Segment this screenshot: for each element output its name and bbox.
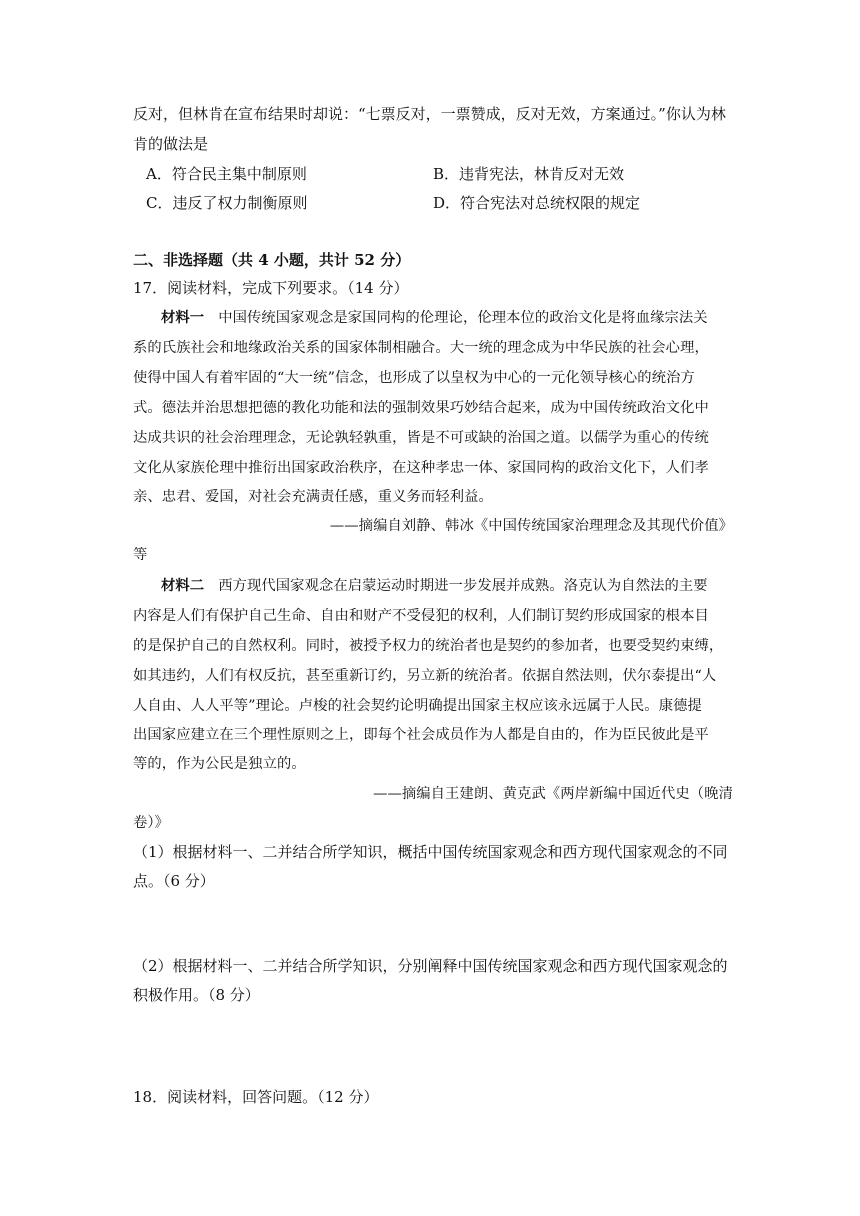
material1-line-4: 式。德法并治思想把德的教化功能和法的强制效果巧妙结合起来，成为中国传统政治文化中 [133, 400, 709, 416]
material2-source-line-1: ——摘编自王建朗、黄克武《两岸新编中国近代史（晚清 [373, 786, 733, 802]
q17-title: 17．阅读材料，完成下列要求。（14 分） [133, 279, 409, 297]
material1-line-1 [133, 308, 733, 328]
q17-sub2-line-1: （2）根据材料一、二并结合所学知识，分别阐释中国传统国家观念和西方现代国家观念的 [133, 957, 728, 975]
material2-line-6: 出国家应建立在三个理性原则之上，即每个社会成员作为人都是自由的，作为臣民彼此是平 [133, 727, 709, 743]
q17-sub2-line-2: 积极作用。（8 分） [133, 986, 260, 1004]
q16-option-b: B．违背宪法，林肯反对无效 [433, 165, 625, 183]
material2-line-5: 人自由、人人平等”理论。卢梭的社会契约论明确提出国家主权应该永远属于人民。康德提 [133, 698, 702, 714]
q16-option-a: A．符合民主集中制原则 [146, 165, 307, 183]
material2-line-7: 等的，作为公民是独立的。 [133, 756, 306, 772]
q16-option-d: D．符合宪法对总统权限的规定 [433, 194, 641, 212]
material1-source-line-2: 等 [133, 547, 148, 563]
material2-line-4: 如其违约，人们有权反抗，甚至重新订约，另立新的统治者。依据自然法则，伏尔泰提出“人 [133, 668, 717, 684]
q16-option-c: C．违反了权力制衡原则 [146, 194, 308, 212]
material2-line-2: 内容是人们有保护自己生命、自由和财产不受侵犯的权利，人们制订契约形成国家的根本目 [133, 608, 709, 624]
q17-sub1-line-2: 点。（6 分） [133, 872, 215, 890]
material2-label: 材料二 [161, 578, 205, 594]
material2-line-3: 的是保护自己的自然权利。同时，被授予权力的统治者也是契约的参加者，也要受契约束缚， [133, 638, 724, 654]
section-heading: 二、非选择题（共 4 小题，共计 52 分） [133, 251, 411, 269]
q16-stem-line-1: 反对，但林肯在宣布结果时却说：“七票反对，一票赞成，反对无效，方案通过。”你认为林 [133, 105, 726, 123]
material1-line-2: 系的氏族社会和地缘政治关系的国家体制相融合。大一统的理念成为中华民族的社会心理， [133, 340, 709, 356]
material1-text-1: 中国传统国家观念是家国同构的伦理论，伦理本位的政治文化是将血缘宗法关 [218, 310, 708, 326]
q16-stem-line-2: 肯的做法是 [133, 135, 209, 153]
material1-label: 材料一 [161, 310, 205, 326]
material2-source-line-2: 卷）》 [133, 815, 170, 831]
material1-line-3: 使得中国人有着牢固的“大一统”信念，也形成了以皇权为中心的一元化领导核心的统治方 [133, 370, 695, 386]
q17-sub1-line-1: （1）根据材料一、二并结合所学知识，概括中国传统国家观念和西方现代国家观念的不同 [133, 843, 728, 861]
material1-line-7: 亲、忠君、爱国，对社会充满责任感，重义务而轻利益。 [133, 489, 493, 505]
q18-title: 18．阅读材料，回答问题。（12 分） [133, 1088, 379, 1106]
material2-text-1: 西方现代国家观念在启蒙运动时期进一步发展并成熟。洛克认为自然法的主要 [218, 578, 708, 594]
material1-line-5: 达成共识的社会治理理念，无论孰轻孰重，皆是不可或缺的治国之道。以儒学为重心的传统 [133, 430, 709, 446]
material1-source-line-1: ——摘编自刘静、韩冰《中国传统国家治理理念及其现代价值》 [329, 518, 733, 534]
material1-line-6: 文化从家族伦理中推衍出国家政治秩序，在这种孝忠一体、家国同构的政治文化下，人们孝 [133, 460, 709, 476]
material2-line-1 [133, 576, 733, 596]
